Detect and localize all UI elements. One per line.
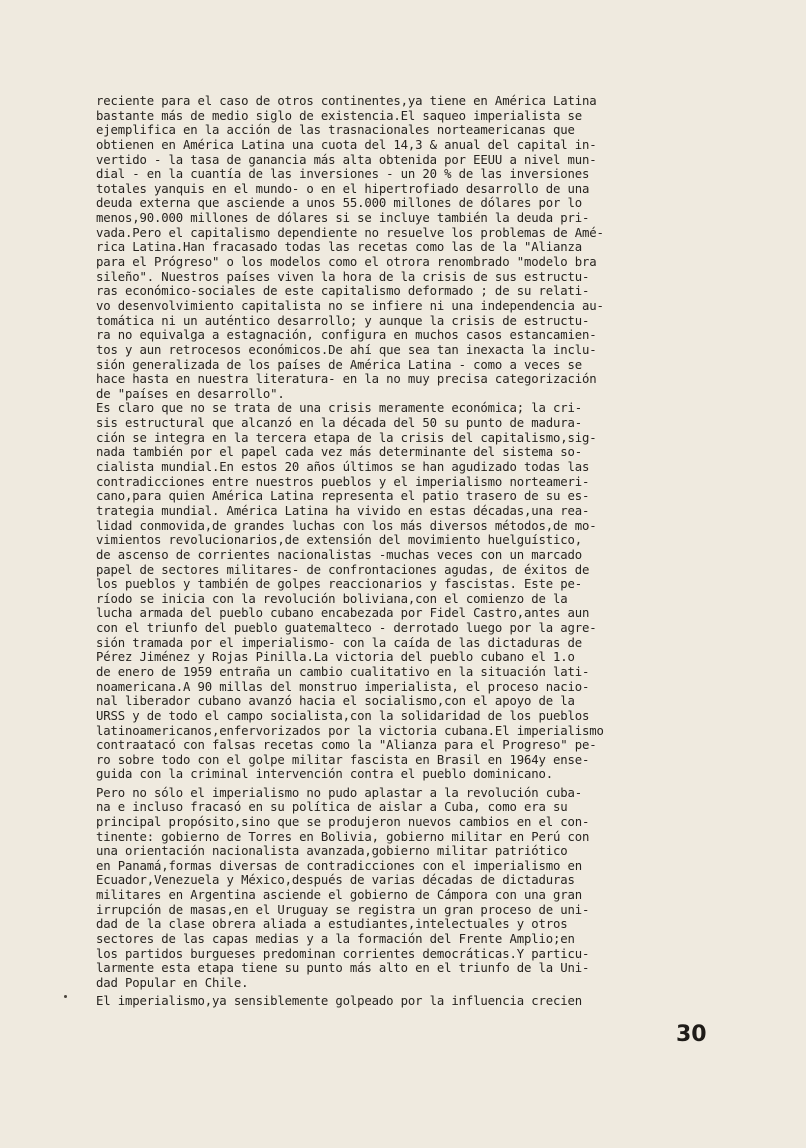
- text-line: nal liberador cubano avanzó hacia el socialismo,con el apoyo de la: [96, 694, 575, 709]
- text-line: latinoamericanos,enfervorizados por la victoria cubana.El imperialismo: [96, 723, 604, 738]
- text-line: rica Latina.Han fracasado todas las recetas como las de la "Alianza: [96, 240, 582, 255]
- text-line: militares en Argentina asciende el gobierno de Cámpora con una gran: [96, 888, 582, 903]
- text-line: los pueblos y también de golpes reaccionarios y fascistas. Este pe-: [96, 577, 582, 592]
- text-line: en Panamá,formas diversas de contradicciones con el imperialismo en: [96, 858, 582, 873]
- text-line: El imperialismo,ya sensiblemente golpeado por la influencia crecien: [96, 994, 582, 1009]
- text-line: cano,para quien América Latina representa el patio trasero de su es-: [96, 489, 590, 504]
- page-number: 30: [676, 1022, 707, 1047]
- text-line: trategia mundial. América Latina ha vivido en estas décadas,una rea-: [96, 503, 590, 518]
- text-line: ra no equivalga a estagnación, configura en muchos casos estancamien-: [96, 328, 597, 343]
- text-line: sión generalizada de los países de América Latina - como a veces se: [96, 357, 582, 372]
- text-line: larmente esta etapa tiene su punto más alto en el triunfo de la Uni-: [96, 961, 590, 976]
- text-line: bastante más de medio siglo de existencia.El saqueo imperialista se: [96, 108, 582, 123]
- text-line: guida con la criminal intervención contra el pueblo dominicano.: [96, 767, 553, 782]
- text-line: Pero no sólo el imperialismo no pudo aplastar a la revolución cuba-: [96, 785, 582, 800]
- text-line: vimientos revolucionarios,de extensión del movimiento huelguístico,: [96, 533, 582, 548]
- text-line: Pérez Jiménez y Rojas Pinilla.La victoria del pueblo cubano el 1.o: [96, 650, 575, 665]
- text-line: Es claro que no se trata de una crisis meramente económica; la cri-: [96, 401, 582, 416]
- text-line: obtienen en América Latina una cuota del 14,3 & anual del capital in-: [96, 137, 597, 152]
- text-line: de enero de 1959 entraña un cambio cualitativo en la situación lati-: [96, 664, 590, 679]
- text-line: deuda externa que asciende a unos 55.000 millones de dólares por lo: [96, 196, 582, 211]
- text-line: papel de sectores militares- de confrontaciones agudas, de éxitos de: [96, 562, 590, 577]
- text-line: totales yanquis en el mundo- o en el hipertrofiado desarrollo de una: [96, 181, 590, 196]
- text-line: noamericana.A 90 millas del monstruo imperialista, el proceso nacio-: [96, 679, 590, 694]
- text-line: ríodo se inicia con la revolución boliviana,con el comienzo de la: [96, 591, 568, 606]
- text-line: hace hasta en nuestra literatura- en la no muy precisa categorización: [96, 372, 597, 387]
- text-line: vertido - la tasa de ganancia más alta obtenida por EEUU a nivel mun-: [96, 152, 597, 167]
- text-line: los partidos burgueses predominan corrientes democráticas.Y particu-: [96, 946, 590, 961]
- text-line: Ecuador,Venezuela y México,después de varias décadas de dictaduras: [96, 873, 575, 888]
- text-line: de ascenso de corrientes nacionalistas -muchas veces con un marcado: [96, 547, 582, 562]
- text-line: de "países en desarrollo".: [96, 386, 285, 401]
- text-line: lidad conmovida,de grandes luchas con los más diversos métodos,de mo-: [96, 518, 597, 533]
- text-line: tos y aun retrocesos económicos.De ahí que sea tan inexacta la inclu-: [96, 342, 597, 357]
- text-line: sis estructural que alcanzó en la década del 50 su punto de madura-: [96, 416, 582, 431]
- text-line: vo desenvolvimiento capitalista no se infiere ni una independencia au-: [96, 298, 604, 313]
- margin-mark: [64, 995, 67, 998]
- text-line: tomática ni un auténtico desarrollo; y aunque la crisis de estructu-: [96, 313, 590, 328]
- text-line: menos,90.000 millones de dólares si se incluye también la deuda pri-: [96, 211, 590, 226]
- text-line: vada.Pero el capitalismo dependiente no resuelve los problemas de Amé-: [96, 225, 604, 240]
- text-line: una orientación nacionalista avanzada,gobierno militar patriótico: [96, 844, 568, 859]
- text-line: sectores de las capas medias y a la formación del Frente Amplio;en: [96, 932, 575, 947]
- body-text: [96, 94, 746, 1009]
- text-line: dial - en la cuantía de las inversiones - un 20 % de las inversiones: [96, 167, 590, 182]
- text-line: sión tramada por el imperialismo- con la caída de las dictaduras de: [96, 635, 582, 650]
- text-line: URSS y de todo el campo socialista,con la solidaridad de los pueblos: [96, 708, 590, 723]
- text-line: con el triunfo del pueblo guatemalteco - derrotado luego por la agre-: [96, 621, 597, 636]
- text-line: na e incluso fracasó en su política de aislar a Cuba, como era su: [96, 800, 568, 815]
- text-line: irrupción de masas,en el Uruguay se registra un gran proceso de uni-: [96, 902, 590, 917]
- text-line: dad de la clase obrera aliada a estudiantes,intelectuales y otros: [96, 917, 568, 932]
- text-line: ras económico-sociales de este capitalismo deformado ; de su relati-: [96, 284, 590, 299]
- text-line: ción se integra en la tercera etapa de la crisis del capitalismo,sig-: [96, 430, 597, 445]
- text-line: nada también por el papel cada vez más determinante del sistema so-: [96, 445, 582, 460]
- text-line: para el Prógreso" o los modelos como el otrora renombrado "modelo bra: [96, 255, 597, 270]
- text-line: ejemplifica en la acción de las trasnacionales norteamericanas que: [96, 123, 575, 138]
- text-line: principal propósito,sino que se produjeron nuevos cambios en el con-: [96, 814, 590, 829]
- text-line: dad Popular en Chile.: [96, 975, 249, 990]
- text-line: contradicciones entre nuestros pueblos y el imperialismo norteameri-: [96, 474, 590, 489]
- text-line: cialista mundial.En estos 20 años últimos se han agudizado todas las: [96, 460, 590, 475]
- text-line: sileño". Nuestros países viven la hora de la crisis de sus estructu-: [96, 269, 590, 284]
- text-line: reciente para el caso de otros continentes,ya tiene en América Latina: [96, 94, 597, 108]
- text-line: contraatacó con falsas recetas como la "Alianza para el Progreso" pe-: [96, 738, 597, 753]
- text-line: tinente: gobierno de Torres en Bolivia, gobierno militar en Perú con: [96, 829, 590, 844]
- text-line: ro sobre todo con el golpe militar fascista en Brasil en 1964y ense-: [96, 752, 590, 767]
- text-line: lucha armada del pueblo cubano encabezada por Fidel Castro,antes aun: [96, 606, 590, 621]
